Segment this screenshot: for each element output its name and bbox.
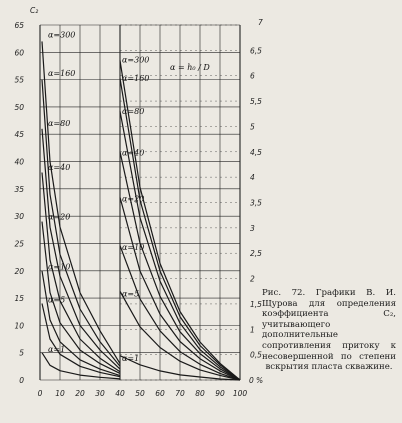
left-y-tick-label: 30 (14, 212, 24, 222)
curve-label: α=10 (48, 262, 71, 272)
right-axis-top-label: 7 (258, 18, 263, 27)
curve-label: α=20 (122, 194, 145, 204)
right-y-tick-label: 6 (250, 71, 255, 81)
left-y-tick-label: 40 (14, 157, 24, 167)
x-tick-label: 80 (195, 389, 205, 398)
curve-label: α=160 (48, 69, 76, 79)
left-y-tick-label: 0 (19, 376, 24, 385)
curve-label: α=1 (122, 354, 140, 364)
right-y-tick-label: 4,5 (250, 147, 262, 157)
left-y-tick-label: 65 (14, 21, 24, 30)
left-y-tick-label: 60 (14, 48, 24, 58)
curve-label: α=300 (48, 30, 76, 40)
x-tick-label: 10 (55, 389, 65, 398)
x-unit-label: % (256, 376, 264, 385)
right-y-tick-label: 2,5 (250, 249, 262, 259)
left-y-tick-label: 20 (14, 266, 24, 276)
curve-line (42, 173, 120, 372)
x-tick-label: 70 (175, 389, 185, 398)
curve-line (42, 271, 120, 376)
curve-line (42, 353, 120, 379)
left-y-tick-label: 35 (14, 184, 24, 194)
left-y-tick-label: 15 (14, 294, 24, 304)
curve-label: α=40 (122, 148, 145, 158)
right-y-tick-label: 5,5 (250, 97, 262, 107)
figure-caption: Рис. 72. Графики В. И. Щурова для определения коэффициента С₂, учитывающего дополнительные сопротивления притоку к несовершенной по степени вскрытия пласта скважине. (262, 288, 396, 373)
curve-label: α=160 (122, 73, 150, 83)
x-tick-label: 60 (155, 389, 165, 398)
right-y-tick-label: 1 (250, 325, 255, 335)
curve-label: α=5 (122, 289, 140, 299)
right-y-tick-label: 2 (250, 274, 255, 284)
left-axis-title: C₂ (30, 6, 39, 15)
right-y-tick-label: 1,5 (250, 299, 262, 309)
curve-label: α=10 (122, 243, 145, 253)
left-y-tick-label: 55 (14, 75, 24, 85)
left-y-tick-label: 50 (14, 102, 24, 112)
right-y-tick-label: 0,5 (250, 350, 262, 360)
formula-label: α = h₀ / D (170, 63, 210, 72)
curve-label: α=300 (122, 55, 150, 65)
curve-labels (48, 30, 149, 363)
right-y-tick-label: 4 (250, 173, 255, 183)
right-y-tick-label: 0 (249, 376, 254, 385)
x-tick-label: 20 (75, 389, 85, 398)
curve-line (42, 41, 120, 363)
right-y-tick-label: 3 (250, 223, 255, 233)
curve-label: α=1 (48, 345, 66, 355)
x-tick-label: 90 (215, 389, 225, 398)
x-tick-label: 100 (232, 389, 248, 398)
right-y-tick-label: 3,5 (250, 198, 262, 208)
right-y-tick-label: 6,5 (250, 46, 262, 56)
left-y-tick-label: 25 (14, 239, 24, 249)
x-tick-label: 30 (95, 389, 105, 398)
curve-label: α=80 (122, 107, 145, 117)
left-y-tick-label: 10 (14, 321, 24, 331)
x-tick-label: 50 (135, 389, 145, 398)
right-y-tick-label: 5 (250, 122, 255, 132)
left-y-tick-label: 5 (19, 348, 24, 358)
curve-label: α=5 (48, 295, 66, 305)
curve-label: α=20 (48, 212, 71, 222)
curve-label: α=80 (48, 118, 71, 128)
left-y-tick-label: 45 (14, 130, 24, 140)
x-tick-label: 40 (115, 389, 125, 398)
x-tick-label: 0 (37, 389, 43, 398)
curve-label: α=40 (48, 162, 71, 172)
